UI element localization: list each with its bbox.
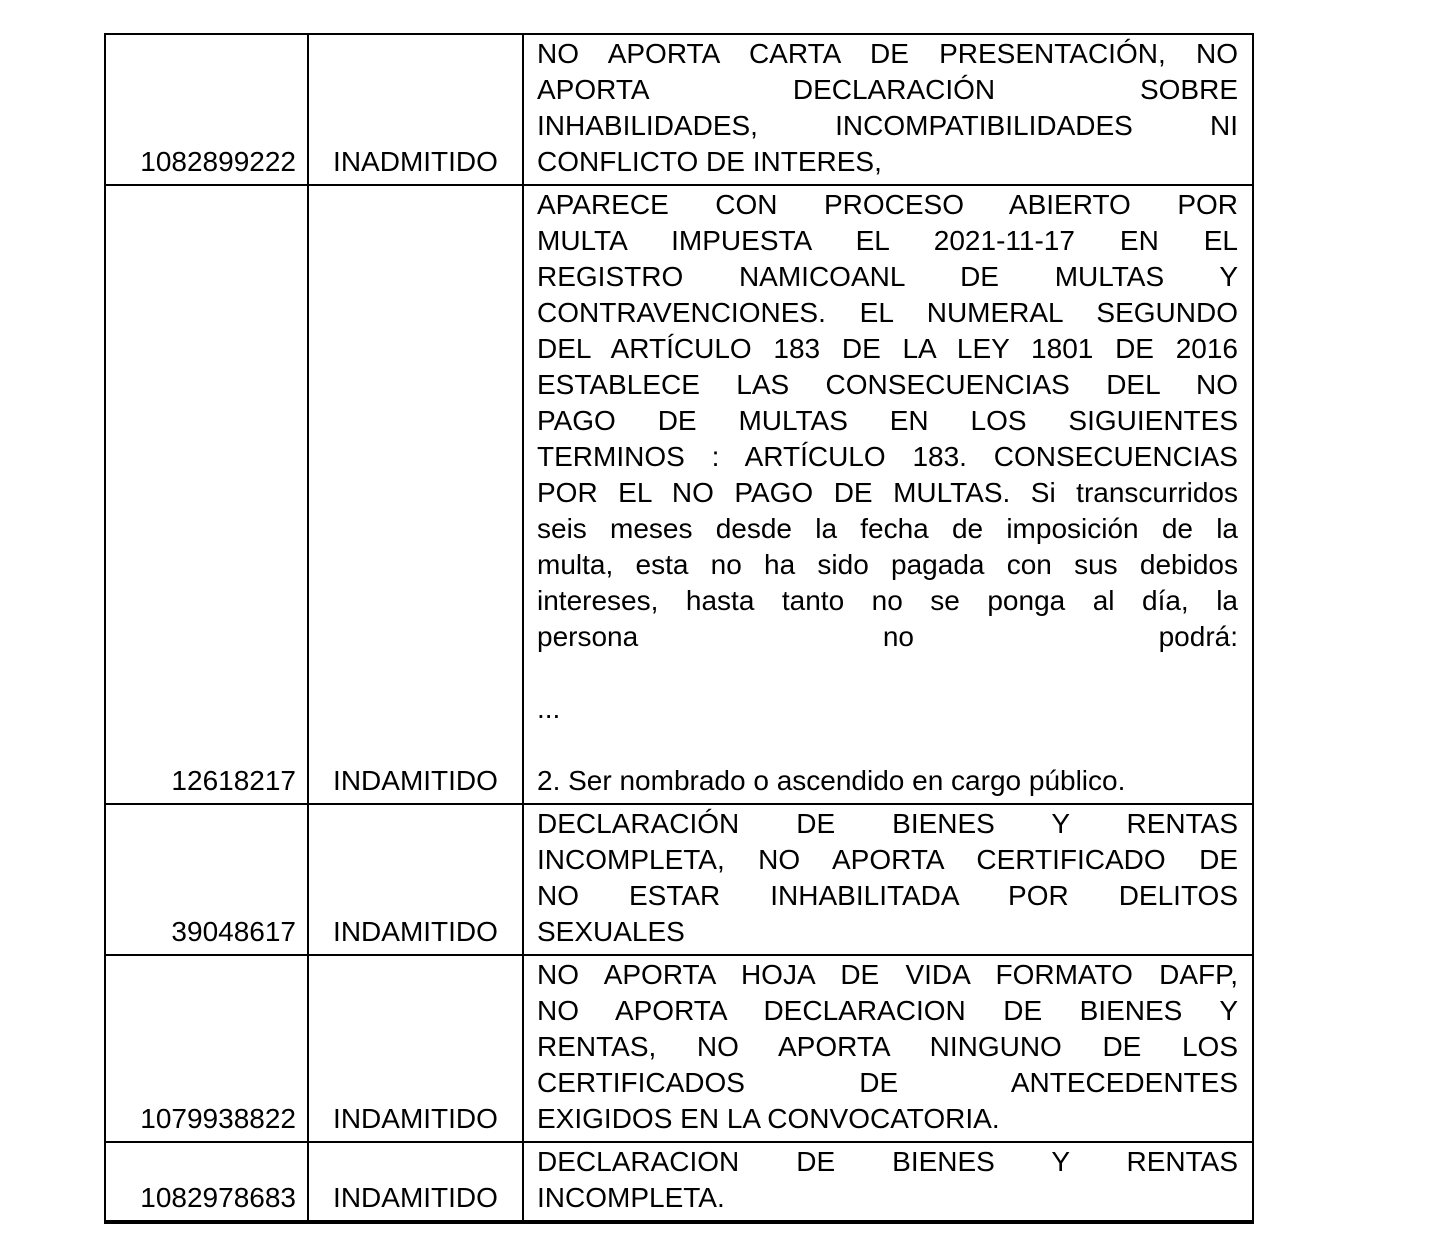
reason-line: CONFLICTO DE INTERES, <box>537 146 882 177</box>
reason-cell <box>523 34 1253 185</box>
reason-line: MULTA IMPUESTA EL 2021-11-17 EN EL <box>537 225 1238 256</box>
applicant-id-cell: 1082978683 <box>105 1142 308 1222</box>
reason-line: INCOMPLETA, NO APORTA CERTIFICADO DE <box>537 844 1238 875</box>
reason-line: EXIGIDOS EN LA CONVOCATORIA. <box>537 1103 1000 1134</box>
reason-line: ESTABLECE LAS CONSECUENCIAS DEL NO <box>537 369 1238 400</box>
reason-line: ... <box>537 693 561 724</box>
reason-cell <box>523 185 1253 804</box>
reason-line: TERMINOS : ARTÍCULO 183. CONSECUENCIAS <box>537 441 1238 472</box>
reason-line: SEXUALES <box>537 916 685 947</box>
reason-line: NO APORTA DECLARACION DE BIENES Y <box>537 995 1238 1026</box>
reason-line: INCOMPLETA. <box>537 1182 725 1213</box>
reason-line: NO APORTA CARTA DE PRESENTACIÓN, NO <box>537 38 1238 69</box>
table-row <box>105 1142 1253 1222</box>
applicants-table-body <box>105 34 1253 1222</box>
reason-line: DECLARACION DE BIENES Y RENTAS <box>537 1146 1238 1177</box>
status-cell: INDAMITIDO <box>308 804 523 955</box>
status-cell: INADMITIDO <box>308 34 523 185</box>
reason-line <box>537 727 1238 763</box>
reason-line: INHABILIDADES, INCOMPATIBILIDADES NI <box>537 110 1238 141</box>
reason-line: RENTAS, NO APORTA NINGUNO DE LOS <box>537 1031 1238 1062</box>
applicant-id-cell: 39048617 <box>105 804 308 955</box>
applicant-id-cell: 1079938822 <box>105 955 308 1142</box>
reason-line: CONTRAVENCIONES. EL NUMERAL SEGUNDO <box>537 297 1238 328</box>
reason-line: APORTA DECLARACIÓN SOBRE <box>537 74 1238 105</box>
reason-line: multa, esta no ha sido pagada con sus debidos <box>537 549 1238 580</box>
table-row <box>105 955 1253 1142</box>
reason-line: NO ESTAR INHABILITADA POR DELITOS <box>537 880 1238 911</box>
status-cell: INDAMITIDO <box>308 185 523 804</box>
status-cell: INDAMITIDO <box>308 1142 523 1222</box>
reason-line: DECLARACIÓN DE BIENES Y RENTAS <box>537 808 1238 839</box>
reason-line: persona no podrá: <box>537 621 1238 652</box>
reason-cell <box>523 1142 1253 1222</box>
applicant-id-cell: 1082899222 <box>105 34 308 185</box>
reason-line: NO APORTA HOJA DE VIDA FORMATO DAFP, <box>537 959 1238 990</box>
reason-cell <box>523 804 1253 955</box>
table-row <box>105 804 1253 955</box>
applicants-results-table <box>104 33 1254 1224</box>
reason-line: seis meses desde la fecha de imposición de la <box>537 513 1238 544</box>
reason-line: 2. Ser nombrado o ascendido en cargo público. <box>537 765 1126 796</box>
table-row <box>105 185 1253 804</box>
reason-line: POR EL NO PAGO DE MULTAS. Si transcurridos <box>537 477 1238 508</box>
status-cell: INDAMITIDO <box>308 955 523 1142</box>
applicant-id-cell: 12618217 <box>105 185 308 804</box>
reason-cell <box>523 955 1253 1142</box>
reason-line: CERTIFICADOS DE ANTECEDENTES <box>537 1067 1238 1098</box>
reason-line: APARECE CON PROCESO ABIERTO POR <box>537 189 1238 220</box>
reason-line <box>537 655 1238 691</box>
reason-line: PAGO DE MULTAS EN LOS SIGUIENTES <box>537 405 1238 436</box>
table-row <box>105 34 1253 185</box>
reason-line: DEL ARTÍCULO 183 DE LA LEY 1801 DE 2016 <box>537 333 1238 364</box>
reason-line: intereses, hasta tanto no se ponga al día, la <box>537 585 1238 616</box>
reason-line: REGISTRO NAMICOANL DE MULTAS Y <box>537 261 1238 292</box>
